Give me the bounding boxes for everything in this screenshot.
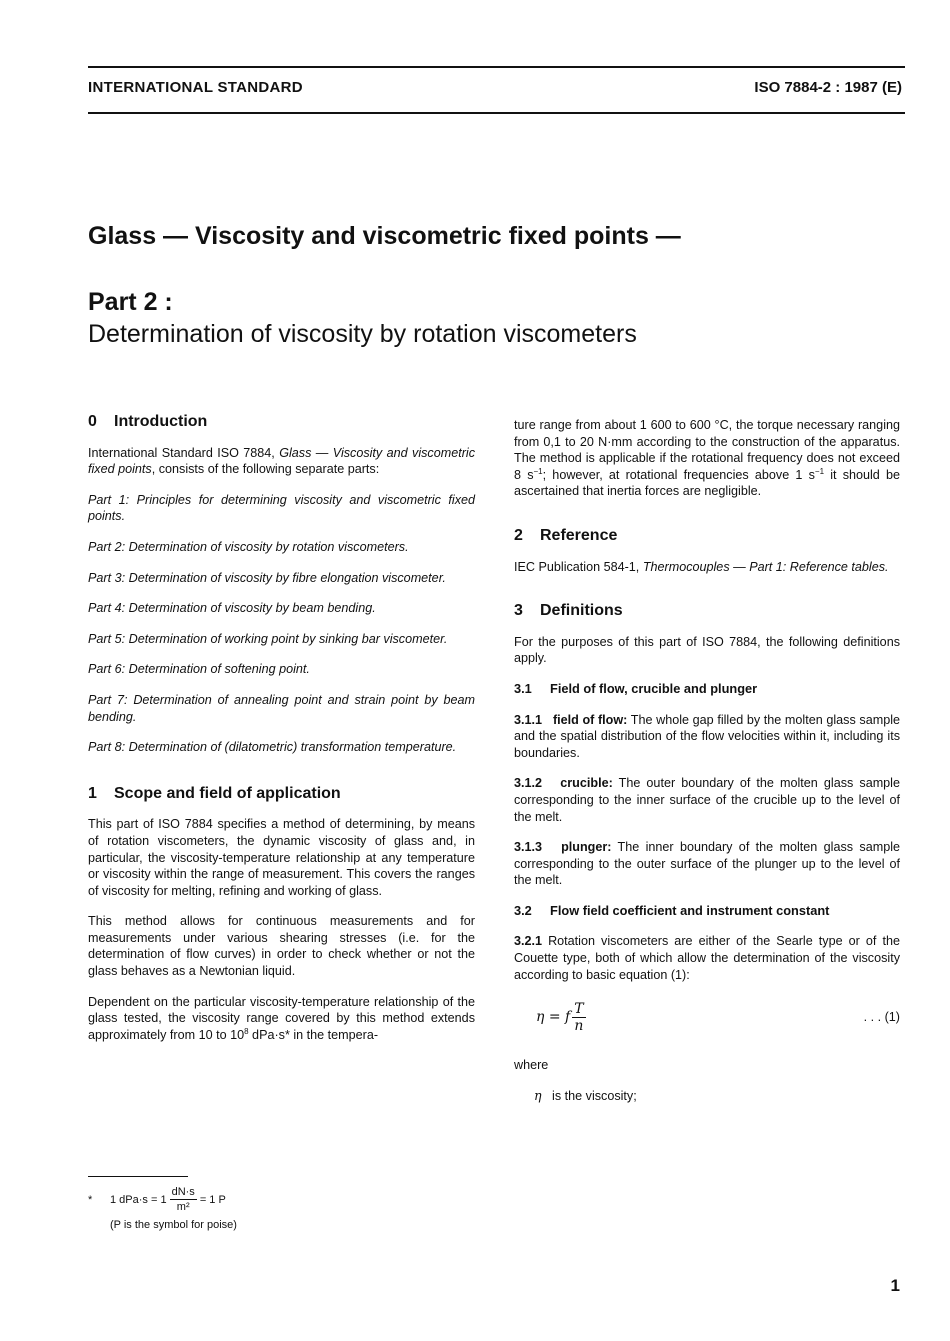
scope-paragraph-3: Dependent on the particular viscosity-temperature relationship of the glass tested, the viscosity range covered by this method extends approximately from 10 to $10^8$ dPa·s* in the tempera- — [88, 994, 475, 1042]
page-number: 1 — [890, 1276, 900, 1295]
where-label: where — [514, 1058, 549, 1073]
equation-number: . . . (1) — [863, 1010, 900, 1025]
equation-fraction — [572, 1001, 585, 1034]
part-list-item: Part 5: Determination of working point by sinking bar viscometer. — [88, 631, 448, 646]
definition-field-of-flow: 3.1.1 field of flow: The whole gap filled by the molten glass sample and the spatial distribution of the flow velocities within it, including its boundaries. — [514, 712, 901, 760]
definition-plunger: 3.1.3 plunger: The inner boundary of the molten glass sample corresponding to the outer surface of the plunger up to the level of the melt. — [514, 840, 901, 888]
intro-paragraph: International Standard ISO 7884, Glass — Viscosity and viscometric fixed points, consists of the following separate parts: — [88, 445, 475, 477]
part-label: Part 2 : — [88, 288, 173, 316]
section-0-heading: 0 Introduction — [88, 413, 208, 430]
definition-crucible: 3.1.2 crucible: The outer boundary of the molten glass sample corresponding to the inner surface of the crucible up to the level of the melt. — [514, 776, 900, 824]
document-title: Glass — Viscosity and viscometric fixed points — — [88, 222, 681, 250]
part-list-item: Part 7: Determination of annealing point and strain point by beam bending. — [88, 692, 475, 724]
equation-lhs: η = f — [536, 1009, 571, 1026]
where-item-viscosity: η is the viscosity; — [534, 1087, 637, 1103]
scope-paragraph-1: This part of ISO 7884 specifies a method of determining, by means of rotation viscometers, the dynamic viscosity of glass and, in particular, the viscosity-temperature relationship at any temperature or viscosity within the range of measurement. This covers the ranges of viscosity for melting, refining and working of glass. — [88, 817, 475, 898]
equation-body — [536, 1001, 586, 1034]
section-1-heading: 1 Scope and field of application — [88, 784, 341, 802]
footnote-equation: * 1 dPa·s = 1 $\frac{dN\cdot s}{\text{m²}}$ = 1 P — [88, 1186, 226, 1213]
definition-rotation-viscometers: 3.2.1 Rotation viscometers are either of the Searle type or of the Couette type, both of which allow the determination of the viscosity according to basic equation (1): — [514, 934, 900, 982]
header-document-number: ISO 7884-2 : 1987 (E) — [754, 79, 902, 96]
part-list-item: Part 1: Principles for determining viscosity and viscometric fixed points. — [88, 492, 475, 524]
equation-1 — [514, 997, 900, 1045]
left-column — [88, 414, 475, 1057]
section-2-heading: 2 Reference — [514, 526, 618, 544]
right-column — [514, 417, 900, 1118]
footnote-note: (P is the symbol for poise) — [110, 1219, 237, 1231]
part-list-item: Part 2: Determination of viscosity by rotation viscometers. — [88, 539, 409, 554]
subsection-3-1-heading: 3.1 Field of flow, crucible and plunger — [514, 680, 758, 696]
header-top-rule — [88, 66, 905, 68]
footnote — [88, 1185, 237, 1232]
equation-denominator: n — [574, 1018, 584, 1035]
part-list-item: Part 3: Determination of viscosity by fibre elongation viscometer. — [88, 570, 446, 585]
part-subtitle: Determination of viscosity by rotation viscometers — [88, 320, 637, 348]
footnote-rule — [88, 1176, 188, 1177]
part-list-item: Part 8: Determination of (dilatometric) transformation temperature. — [88, 740, 457, 755]
footnote-fraction: $\frac{dN\cdot s}{\text{m²}}$ — [171, 1186, 195, 1213]
header-standard-label: INTERNATIONAL STANDARD — [88, 79, 303, 96]
section-3-heading: 3 Definitions — [514, 602, 623, 620]
part-list-item: Part 4: Determination of viscosity by beam bending. — [88, 601, 376, 616]
scope-paragraph-3-continued: ture range from about 1 600 to 600 °C, the torque necessary ranging from 0,1 to 20 N·mm according to the construction of the apparatus. The method is applicable if the rotational frequency does not exceed 8 $s^{-1}$; however, at rotational frequencies above 1 $s^{-1}$ it should be ascertained that inertia forces are negligible. — [514, 418, 900, 499]
subsection-3-2-heading: 3.2 Flow field coefficient and instrument constant — [514, 902, 830, 918]
definitions-intro: For the purposes of this part of ISO 7884, the following definitions apply. — [514, 634, 900, 666]
reference-paragraph: IEC Publication 584-1, Thermocouples — Part 1: Reference tables. — [514, 559, 889, 574]
scope-paragraph-2: This method allows for continuous measurements and for measurements under various shearing stresses (i.e. for the determination of flow curves) in order to check whether or not the glass behaves as a Newtonian liquid. — [88, 914, 475, 979]
header-bottom-rule — [88, 112, 905, 114]
part-list-item: Part 6: Determination of softening point. — [88, 662, 310, 677]
equation-numerator: T — [574, 1001, 584, 1018]
